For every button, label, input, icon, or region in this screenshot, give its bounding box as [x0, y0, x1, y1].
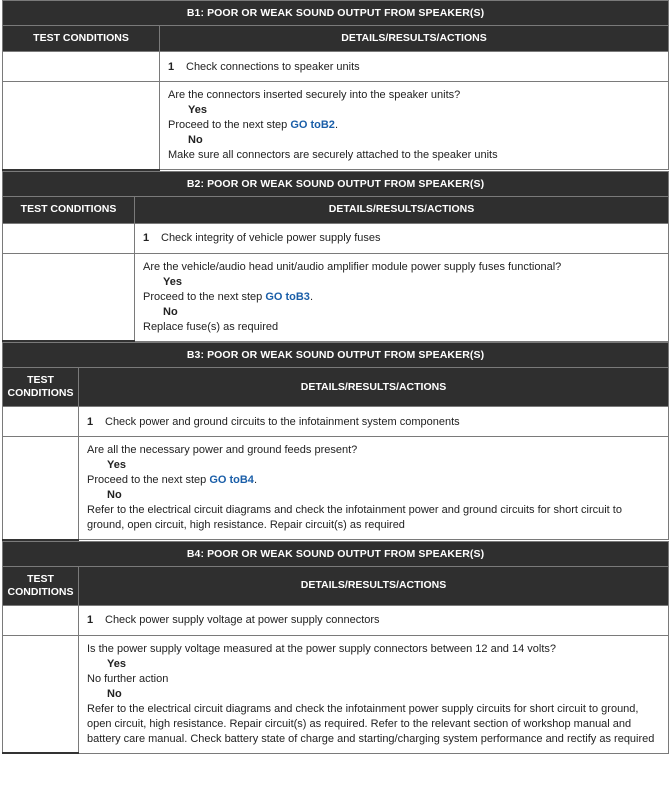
test-conditions-cell: [3, 635, 79, 753]
question-text: Are all the necessary power and ground feeds present?: [87, 444, 358, 456]
yes-action-text: No further action: [87, 672, 169, 685]
yes-label: Yes: [163, 275, 182, 288]
test-conditions-cell: [3, 437, 79, 540]
no-action-text: Replace fuse(s) as required: [143, 320, 279, 333]
test-conditions-cell: [3, 52, 160, 82]
step-cell: [79, 605, 669, 635]
yes-action: Proceed to the next step GO toB3.: [143, 290, 313, 303]
test-conditions-cell: [3, 605, 79, 635]
yes-action: Proceed to the next step GO toB4.: [87, 474, 257, 486]
details-cell: [79, 437, 669, 540]
yes-label: Yes: [107, 459, 126, 471]
no-label: No: [107, 687, 122, 700]
column-header-test-conditions: TEST CONDITIONS: [3, 26, 160, 52]
column-header-details: DETAILS/RESULTS/ACTIONS: [135, 196, 669, 223]
column-header-details: DETAILS/RESULTS/ACTIONS: [160, 26, 669, 52]
no-label: No: [163, 305, 178, 318]
test-conditions-cell: [3, 407, 79, 437]
step-number: 1: [143, 232, 150, 244]
go-to-b4-link[interactable]: GO toB4: [209, 474, 254, 486]
go-to-b3-link[interactable]: GO toB3: [265, 290, 310, 303]
question-text: Are the connectors inserted securely into the speaker units?: [168, 89, 461, 101]
step-text: Check integrity of vehicle power supply fuses: [161, 232, 381, 244]
step-cell: [135, 223, 669, 253]
column-header-details: DETAILS/RESULTS/ACTIONS: [79, 368, 669, 407]
yes-action: Proceed to the next step GO toB2.: [168, 119, 338, 131]
section-b4: [2, 541, 669, 755]
column-header-test-conditions: TEST CONDITIONS: [3, 566, 79, 605]
yes-action-text: Proceed to the next step: [87, 474, 207, 486]
column-header-test-conditions: TEST CONDITIONS: [3, 368, 79, 407]
no-action-text: Refer to the electrical circuit diagrams and check the infotainment power and ground circuits for short circuit to ground, open circuit, high resistance. Repair circuit(s) as required: [87, 504, 622, 531]
step-number: 1: [168, 60, 175, 73]
details-cell: [135, 253, 669, 341]
step-text: Check connections to speaker units: [186, 60, 360, 73]
yes-action-text: Proceed to the next step: [168, 119, 288, 131]
column-header-details: DETAILS/RESULTS/ACTIONS: [79, 566, 669, 605]
step-number: 1: [87, 415, 94, 428]
step-number: 1: [87, 614, 94, 626]
test-conditions-cell: [3, 253, 135, 341]
no-action-text: Make sure all connectors are securely attached to the speaker units: [168, 149, 498, 161]
go-to-b2-link[interactable]: GO toB2: [290, 119, 335, 131]
section-title: B4: POOR OR WEAK SOUND OUTPUT FROM SPEAKER(S): [3, 541, 669, 566]
section-title: B3: POOR OR WEAK SOUND OUTPUT FROM SPEAKER(S): [3, 343, 669, 368]
details-cell: [160, 82, 669, 170]
section-title: B2: POOR OR WEAK SOUND OUTPUT FROM SPEAKER(S): [3, 171, 669, 196]
question-text: Is the power supply voltage measured at the power supply connectors between 12 and 14 volts?: [87, 642, 557, 655]
step-cell: [79, 407, 669, 437]
step-text: Check power supply voltage at power supply connectors: [105, 614, 380, 626]
section-b2: [2, 171, 669, 343]
step-text: Check power and ground circuits to the infotainment system components: [105, 415, 460, 428]
step-cell: [160, 52, 669, 82]
no-label: No: [107, 489, 122, 501]
no-label: No: [188, 134, 203, 146]
question-text: Are the vehicle/audio head unit/audio amplifier module power supply fuses functional?: [143, 260, 562, 273]
section-b3: [2, 342, 669, 541]
yes-action-text: Proceed to the next step: [143, 290, 263, 303]
test-conditions-cell: [3, 82, 160, 170]
yes-label: Yes: [188, 104, 207, 116]
yes-label: Yes: [107, 657, 126, 670]
test-conditions-cell: [3, 223, 135, 253]
section-title: B1: POOR OR WEAK SOUND OUTPUT FROM SPEAKER(S): [3, 1, 669, 26]
details-cell: [79, 635, 669, 753]
no-action-text: Refer to the electrical circuit diagrams and check the infotainment power supply circuits for short circuit to ground, open circuit, high resistance. Repair circuit(s) as required. Refer to the relevant section of workshop manual and battery care manual. Check battery state of charge and starting/charging system performance and rectify as required: [87, 702, 655, 745]
column-header-test-conditions: TEST CONDITIONS: [3, 196, 135, 223]
section-b1: [2, 0, 669, 171]
